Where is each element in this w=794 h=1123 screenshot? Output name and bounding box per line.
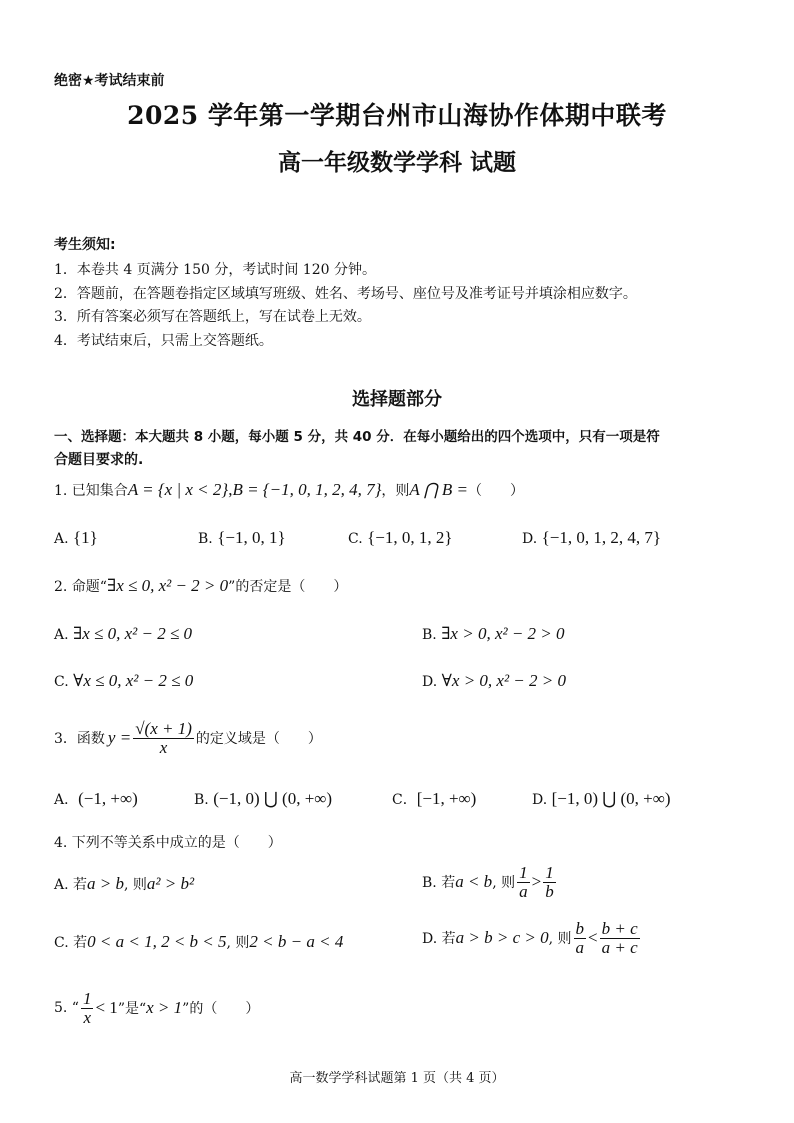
question-5: 5. “ $\frac{1}{x}$ < 1 ”是“ x > 1 ”的（ ）: [54, 989, 260, 1027]
q2-option-a[interactable]: A. ∃x ≤ 0, x² − 2 ≤ 0: [54, 624, 193, 643]
confidential-label: 绝密★考试结束前: [54, 73, 165, 89]
q2-proposition: ∃x ≤ 0, x² − 2 > 0: [106, 576, 229, 595]
notice-heading: 考生须知:: [54, 237, 116, 253]
q2-option-b[interactable]: B. ∃x > 0, x² − 2 > 0: [422, 624, 565, 643]
q1-option-a[interactable]: A. {1}: [54, 528, 98, 547]
q3-option-a[interactable]: A．(−1, +∞): [54, 789, 138, 808]
q1-set-b: B = {−1, 0, 1, 2, 4, 7}: [232, 480, 382, 499]
q3-option-d[interactable]: D. [−1, 0) ⋃ (0, +∞): [532, 789, 671, 808]
notice-item: 1．本卷共 4 页满分 150 分，考试时间 120 分钟。: [54, 262, 376, 278]
q1-expression: A ⋂ B =: [409, 480, 469, 499]
q3-option-c[interactable]: C．[−1, +∞): [392, 789, 477, 808]
q2-option-d[interactable]: D. ∀x > 0, x² − 2 > 0: [422, 671, 567, 690]
q4-option-c[interactable]: C. 若0 < a < 1, 2 < b < 5, 则2 < b − a < 4: [54, 932, 344, 951]
question-4: 4. 下列不等关系中成立的是（ ）: [54, 835, 282, 851]
notice-item: 4．考试结束后，只需上交答题纸。: [54, 333, 273, 349]
q3-option-b[interactable]: B. (−1, 0) ⋃ (0, +∞): [194, 789, 333, 808]
exam-subtitle: 高一年级数学学科 试题: [277, 149, 516, 176]
question-1: 1. 已知集合A = {x | x < 2},B = {−1, 0, 1, 2, 4, 7}，则A ⋂ B =（ ）: [54, 480, 525, 499]
q1-prefix: 1. 已知集合: [54, 483, 128, 499]
q4-option-b[interactable]: B. 若 a < b , 则 $\frac{1}{a}$ > $\frac{1}{b}$: [422, 863, 554, 901]
question-2: 2. 命题“∃x ≤ 0, x² − 2 > 0”的否定是（ ）: [54, 576, 348, 595]
q1-option-d[interactable]: D. {−1, 0, 1, 2, 4, 7}: [522, 528, 662, 547]
q4-option-a[interactable]: A. 若a > b, 则a² > b²: [54, 874, 195, 893]
exam-title: 2025 学年第一学期台州市山海协作体期中联考: [127, 101, 667, 130]
q1-option-c[interactable]: C. {−1, 0, 1, 2}: [348, 528, 453, 547]
q2-option-c[interactable]: C. ∀x ≤ 0, x² − 2 ≤ 0: [54, 671, 194, 690]
notice-item: 2．答题前，在答题卷指定区域填写班级、姓名、考场号、座位号及准考证号并填涂相应数字。: [54, 286, 637, 302]
q4-option-d[interactable]: D. 若 a > b > c > 0 , 则 $\frac{b}{a}$ < $\frac{b + c}{a + c}$: [422, 919, 638, 957]
q1-set-a: A = {x | x < 2}: [127, 480, 229, 499]
page-footer: 高一数学学科试题第 1 页（共 4 页）: [289, 1071, 505, 1086]
q1-option-b[interactable]: B. {−1, 0, 1}: [198, 528, 286, 547]
q3-fraction: $\frac{√(x + 1)}{x}$: [135, 719, 192, 757]
part-one-instructions-cont: 合题目要求的.: [54, 452, 144, 468]
question-3: 3．函数 y = $\frac{√(x + 1)}{x}$ 的定义域是（ ）: [54, 719, 322, 757]
notice-item: 3．所有答案必须写在答题纸上，写在试卷上无效。: [54, 309, 371, 325]
section-title: 选择题部分: [352, 389, 442, 410]
part-one-instructions: 一、选择题：本大题共 8 小题，每小题 5 分，共 40 分．在每小题给出的四个选项中，只有一项是符: [54, 429, 660, 445]
